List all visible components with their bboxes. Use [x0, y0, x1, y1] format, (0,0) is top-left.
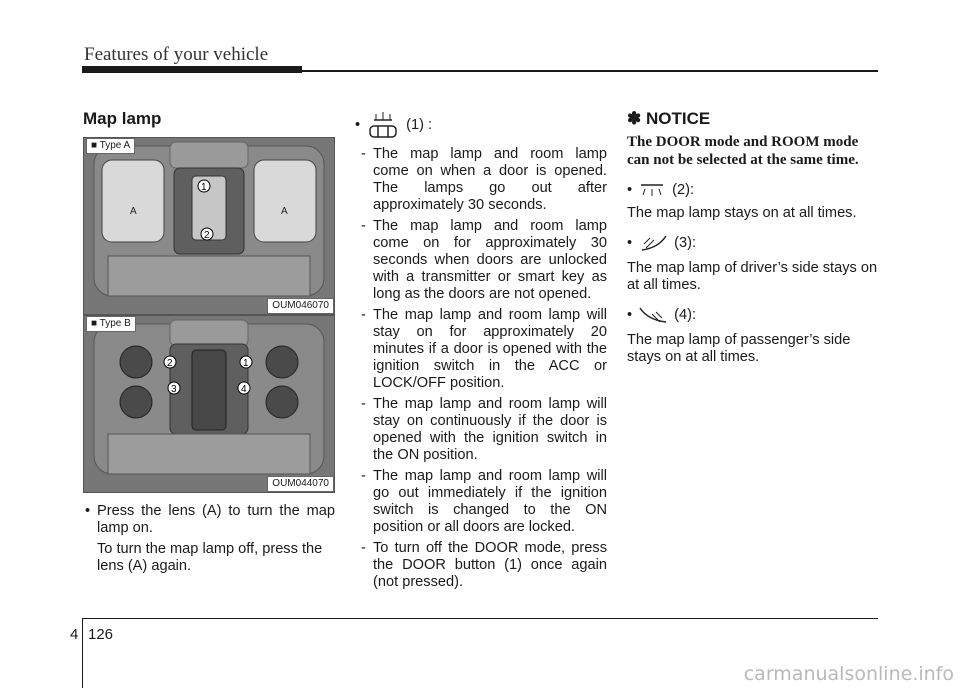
footer-rule: [82, 618, 878, 619]
room-lamp-icon: [638, 181, 666, 199]
type-b-labels: [84, 316, 334, 492]
mode-4-heading: • (4):: [627, 304, 879, 326]
callout-4: 4: [241, 384, 247, 395]
figure-type-label: ■ Type A: [86, 138, 135, 154]
callout-2: 2: [204, 230, 210, 241]
door-mode-item: - The map lamp and room lamp will go out immediately if the ignition switch is changed to the ON position or all doors are locked.: [361, 468, 607, 535]
callout-1: 1: [243, 358, 249, 369]
mode-3-heading: • (3):: [627, 232, 879, 254]
door-mode-item: - The map lamp and room lamp will stay on continuously if the door is opened with the ignition switch in the ON position.: [361, 396, 607, 463]
door-mode-item: - The map lamp and room lamp come on when a door is opened. The lamps go out after approximately 30 seconds.: [361, 146, 607, 213]
type-a-labels: [84, 138, 334, 314]
mode-4-text: The map lamp of passenger’s side stays on at all times.: [627, 332, 851, 365]
chapter-number: 4: [70, 626, 79, 643]
figure-code: OUM044070: [267, 476, 334, 492]
column-middle: [355, 110, 607, 595]
door-mode-label: (1) :: [406, 116, 433, 133]
header-rule: [300, 70, 878, 72]
lens-bullet-continued: To turn the map lamp off, press the lens (A) again.: [97, 541, 323, 574]
door-mode-item: - The map lamp and room lamp come on for approximately 30 seconds when doors are unlocked with a transmitter or smart key as long as the doors are not opened.: [361, 218, 607, 302]
callout-1: 1: [201, 182, 207, 193]
callout-2: 2: [167, 358, 173, 369]
door-mode-item: - To turn off the DOOR mode, press the DOOR button (1) once again (not pressed).: [361, 540, 607, 590]
door-mode-item: - The map lamp and room lamp will stay on for approximately 20 minutes if a door is opened with the ignition switch in the ACC or LOCK/OFF position.: [361, 307, 607, 391]
figure-code: OUM046070: [267, 298, 334, 314]
mode-2-heading: • (2):: [627, 181, 694, 198]
header-bar: [82, 66, 302, 73]
door-lamp-icon: [366, 110, 400, 140]
figure-type-b: [83, 315, 335, 493]
section-title: Map lamp: [83, 109, 162, 128]
figure-type-a: [83, 137, 335, 315]
notice-title: ✽ NOTICE: [627, 109, 711, 128]
page-number: 126: [88, 626, 114, 643]
mode-3-text: The map lamp of driver’s side stays on at all times.: [627, 260, 878, 293]
figure-type-label: ■ Type B: [86, 316, 136, 332]
header-title: Features of your vehicle: [84, 44, 269, 65]
column-right: [627, 110, 879, 366]
lens-a-left-letter: A: [130, 206, 137, 217]
driver-map-lamp-icon: [638, 232, 668, 254]
watermark: carmanualsonline.info: [743, 663, 954, 685]
lens-a-right-letter: A: [281, 206, 288, 217]
footer-divider: [82, 618, 83, 688]
mode-2-text: The map lamp stays on at all times.: [627, 205, 857, 221]
column-left: [83, 110, 335, 575]
callout-3: 3: [171, 384, 177, 395]
lens-bullet: • Press the lens (A) to turn the map lamp on.: [85, 503, 335, 536]
passenger-map-lamp-icon: [638, 304, 668, 326]
notice-text: The DOOR mode and ROOM mode can not be selected at the same time.: [627, 134, 859, 168]
door-mode-heading: • (1) :: [355, 110, 607, 140]
